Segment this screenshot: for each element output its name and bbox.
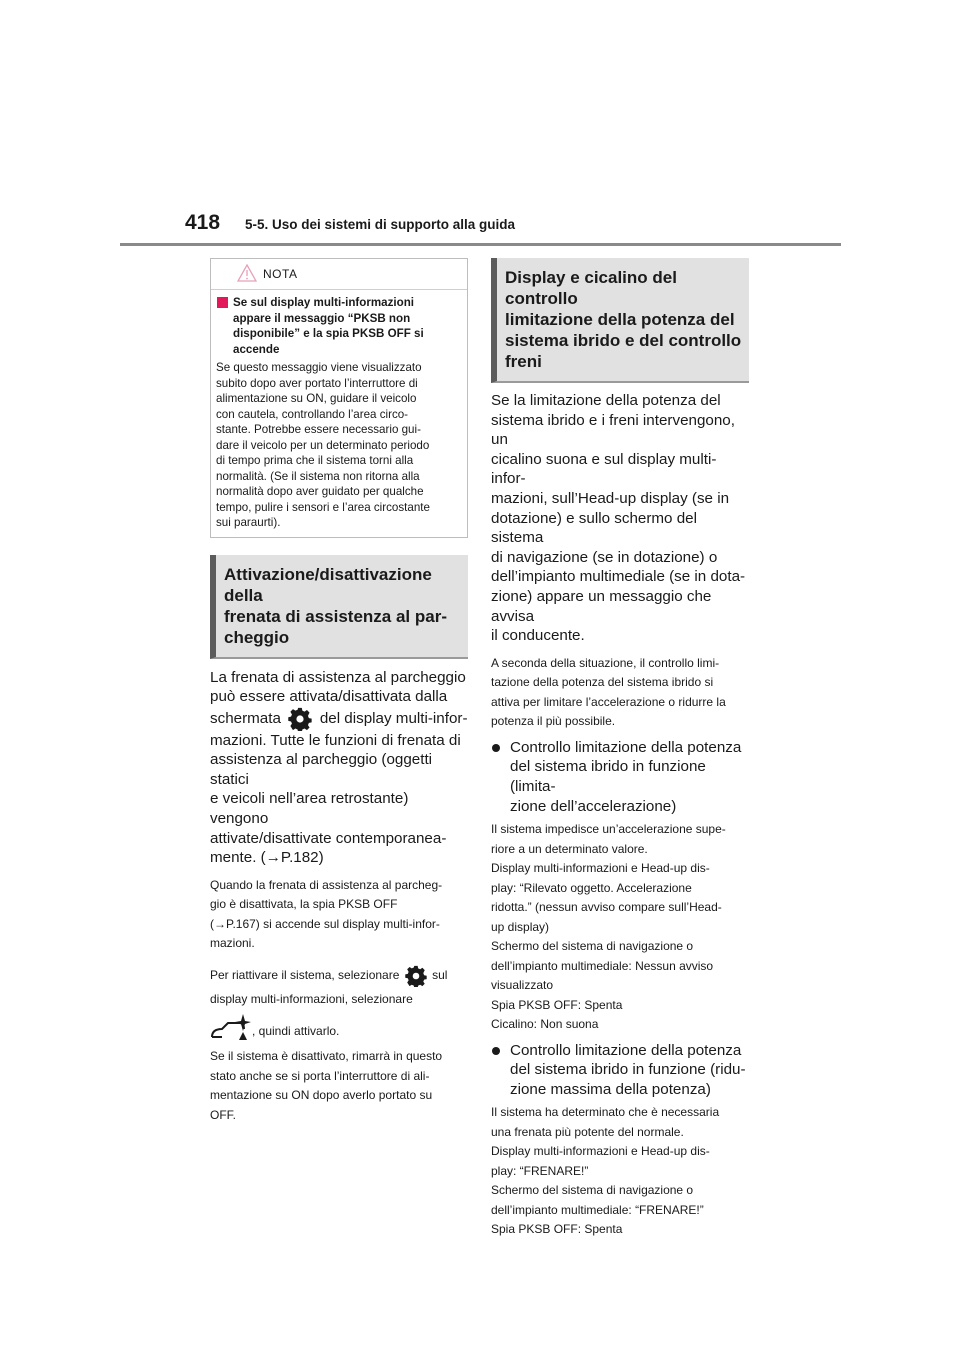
left-para2: Quando la frenata di assistenza al parcheg- gio è disattivata, la spia PKSB OFF (→P.167) si accende sul display multi-infor- mazioni. [210,877,443,951]
bullet-dot-icon [492,1047,500,1055]
nota-item-body: Se questo messaggio viene visualizzato subito dopo aver portato l’interruttore di alimentazione su ON, guidare il veicolo con cautela, controllando l’area circo- stante. Potrebbe essere necessario gui- dare il veicolo per un determinato periodo di tempo prima che il sistema torni alla normalità. (Se il sistema non ritorna alla normalità dopo aver guidato per qualche tempo, pulire i sensori e l’area circostante sui paraurti). [216,361,430,529]
left-column [210,258,468,1125]
para3-car-line [210,1013,468,1041]
nota-item-title: Se sul display multi-informazioni appare il messaggio “PKSB non disponibile” e la spia PKSB OFF si accende [233,296,424,356]
bullet-item [491,738,749,816]
left-para4: Se il sistema è disattivato, rimarrà in questo stato anche se si porta l’interruttore di ali- mentazione su ON dopo averlo portato su OFF. [210,1049,443,1122]
para3-line-a: Per riattivare il sistema, selezionare [210,967,400,982]
bullet-dot-icon [492,744,500,752]
bullet-item [491,1041,749,1100]
left-para3 [210,964,468,1041]
bullet2-body: Il sistema ha determinato che è necessaria una frenata più potente del normale. Display multi-informazioni e Head-up dis- play: “FRENARE!” Schermo del sistema di navigazione o dell’impianto multimediale: “FRENARE!” Spia PKSB OFF: Spenta [491,1105,720,1237]
header-rule [120,243,841,246]
bullet2-title: Controllo limitazione della potenza del sistema ibrido in funzione (ridu- zione massima della potenza) [510,1041,746,1098]
left-heading: Attivazione/disattivazione della frenata di assistenza al par- cheggio [210,555,468,659]
para1-line-b: del display multi-infor- [319,709,468,727]
bullet1-body: Il sistema impedisce un’accelerazione supe- riore a un determinato valore. Display multi-informazioni e Head-up dis- play: “Rilevato oggetto. Accelerazione ridotta.” (nessun avviso compare sull’Head- up display) Schermo del sistema di navigazione o dell’impianto multimediale: Nessun avviso visualizzato Spia PKSB OFF: Spenta Cicalino: Non suona [491,822,726,1032]
gear-icon [405,965,427,987]
nota-box [210,258,468,538]
nota-header [211,259,467,290]
left-para1 [210,668,468,868]
para1-line-a: La frenata di assistenza al parcheggio può essere attivata/disattivata dalla schermata [210,668,466,727]
para3-line-d: , quindi attivarlo. [252,1023,340,1038]
para3-line-b: sul [432,967,448,982]
para3-line-c: display multi-informazioni, selezionare [210,991,413,1006]
nota-item [216,295,461,357]
right-note: A seconda della situazione, il controllo limi- tazione della potenza del sistema ibrido si attiva per limitare l’accelerazione o ridurre la potenza il più possibile. [491,655,726,729]
section-title: 5-5. Uso dei sistemi di supporto alla guida [245,217,516,232]
right-heading: Display e cicalino del controllo limitazione della potenza del sistema ibrido e del controllo freni [491,258,749,383]
gear-icon [288,707,312,731]
warning-icon [237,264,257,282]
page-number: 418 [185,211,221,234]
square-bullet-icon [217,297,228,308]
parking-brake-car-icon [210,1013,252,1041]
para1-line-c: mazioni. Tutte le funzioni di frenata di assistenza al parcheggio (oggetti statici e veicoli nell’area retrostante) vengono attivate/disattivate contemporanea- mente. (→P.182) [210,731,461,867]
right-column [491,258,749,1240]
nota-title: NOTA [263,267,298,281]
right-intro: Se la limitazione della potenza del sistema ibrido e i freni intervengono, un cicalino suona e sul display multi-infor- mazioni, sull’Head-up display (se in dotazione) e sullo schermo del sistema di navigazione (se in dotazione) o dell’impianto multimediale (se in dota- zione) appare un messaggio che avvisa il conducente. [491,392,746,645]
nota-body [211,290,467,537]
bullet1-title: Controllo limitazione della potenza del sistema ibrido in funzione (limita- zione dell’accelerazione) [510,738,742,815]
